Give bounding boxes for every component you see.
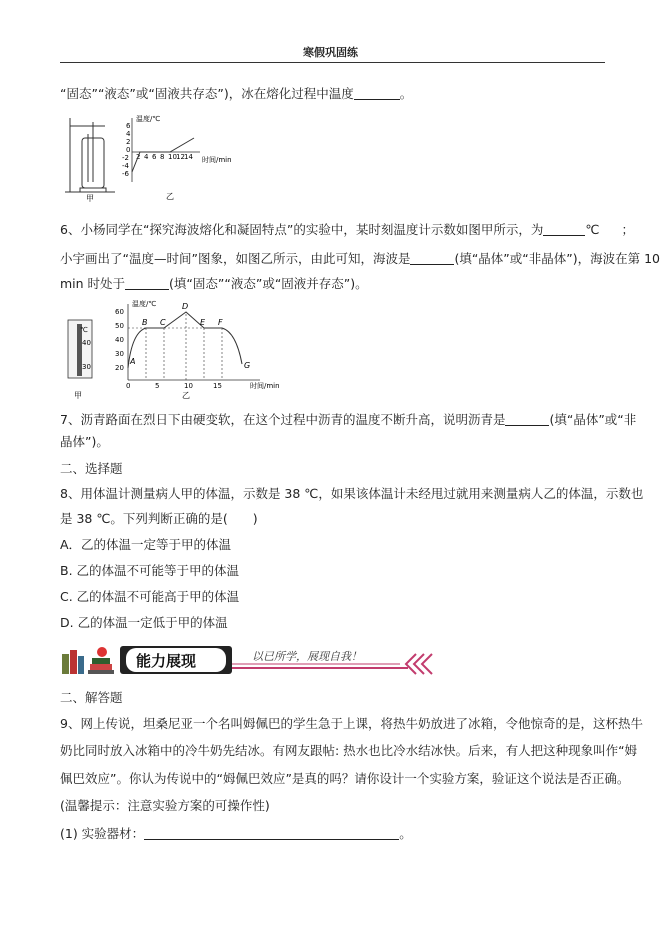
fig1-x-tick: 6 — [152, 153, 157, 161]
thermometer-icon — [68, 320, 92, 378]
q9-line4: (温馨提示：注意实验方案的可操作性) — [60, 798, 270, 813]
fig2-point-label: D — [182, 302, 189, 311]
arrow-left-icon — [406, 654, 432, 674]
q5-end: 。 — [399, 86, 413, 101]
q9-sub1-label: (1) 实验器材： — [60, 826, 145, 841]
fig1-y-tick: -2 — [122, 154, 129, 162]
q6-blank-state[interactable] — [125, 277, 169, 290]
fig2-graph — [115, 299, 280, 400]
banner-slogan: 以已所学，展现自我！ — [252, 650, 362, 663]
fig1-x-tick: 4 — [144, 153, 149, 161]
fig2-point-label: B — [142, 318, 148, 327]
q8-line1: 8、用体温计测量病人甲的体温，示数是 38 ℃，如果该体温计未经甩过就用来测量病人乙的体温，示数也 — [60, 486, 644, 501]
q6-text-2: 小宇画出了“温度—时间”图象，如图乙所示，由此可知，海波是 — [60, 251, 411, 266]
q7-line1 — [60, 412, 636, 428]
q5-line — [60, 86, 412, 102]
fig2-x-tick: 5 — [155, 382, 160, 390]
q6-line1 — [60, 222, 634, 238]
q7-line2: 晶体”)。 — [60, 434, 109, 449]
fig1-x-label: 时间/min — [202, 156, 232, 164]
fig2-caption-left: 甲 — [74, 391, 82, 400]
fig2-point-label: C — [160, 318, 166, 327]
fig2-y-tick: 20 — [115, 364, 124, 372]
q6-text-3: (填“晶体”或“非晶体”)，海波在第 10 — [454, 251, 660, 266]
q9-line3: 佩巴效应”。你认为传说中的“姆佩巴效应”是真的吗？请你设计一个实验方案，验证这个说法是否正确。 — [60, 771, 630, 786]
fig2-x-tick: 15 — [213, 382, 222, 390]
fig1-caption-left: 甲 — [86, 194, 94, 202]
fig1-caption-right: 乙 — [166, 192, 174, 201]
fig2-y-tick: 30 — [115, 350, 124, 358]
q6-blank-temp[interactable] — [543, 223, 585, 236]
q6-text-5: (填“固态”“液态”或“固液并存态”)。 — [169, 276, 368, 291]
fig1-x-tick: 2 — [136, 153, 141, 161]
fig1-y-tick: 4 — [126, 130, 131, 138]
apparatus-stand-icon — [65, 118, 115, 192]
thermo-tick-30: 30 — [82, 363, 91, 371]
q6-text-1: 6、小杨同学在“探究海波熔化和凝固特点”的实验中，某时刻温度计示数如图甲所示，为 — [60, 222, 544, 237]
q5-blank[interactable] — [354, 87, 400, 100]
q6-blank-crystal[interactable] — [410, 252, 454, 265]
q6-unit: ℃ — [585, 222, 600, 237]
q8-line2: 是 38 ℃。下列判断正确的是( ) — [60, 511, 258, 526]
fig1-x-tick: 12 — [176, 153, 185, 161]
thermo-unit: ℃ — [80, 326, 88, 334]
page-header: 寒假巩固练 — [303, 46, 358, 59]
header-rule — [60, 62, 605, 63]
fig1-y-tick: 0 — [126, 146, 131, 154]
fig1-y-label: 温度/℃ — [136, 115, 161, 123]
q6-line3 — [60, 276, 368, 292]
q6-semicolon: ； — [621, 222, 634, 237]
ability-banner — [60, 642, 440, 676]
section-choice-title: 二、选择题 — [60, 461, 123, 476]
q7-text-1: 7、沥青路面在烈日下由硬变软，在这个过程中沥青的温度不断升高，说明沥青是 — [60, 412, 506, 427]
q8-option-c[interactable]: C. 乙的体温不可能高于甲的体温 — [60, 589, 240, 604]
fig2-point-label: E — [200, 318, 206, 327]
fig2-point-label: A — [130, 357, 136, 366]
q9-sub1 — [60, 826, 412, 842]
fig2-point-label: F — [218, 318, 223, 327]
fig1-x-tick: 10 — [168, 153, 177, 161]
fig2-y-tick: 60 — [115, 308, 124, 316]
section-answer-title: 二、解答题 — [60, 690, 123, 705]
q8-option-d[interactable]: D. 乙的体温一定低于甲的体温 — [60, 615, 228, 630]
fig2-point-label: G — [244, 361, 251, 370]
q6-text-4: min 时处于 — [60, 276, 126, 291]
q8-option-b[interactable]: B. 乙的体温不可能等于甲的体温 — [60, 563, 240, 578]
q8-option-a[interactable]: A．乙的体温一定等于甲的体温 — [60, 537, 232, 552]
fig1-x-tick: 8 — [160, 153, 165, 161]
fig1-y-tick: -6 — [122, 170, 129, 178]
q9-line2: 奶比同时放入冰箱中的冷牛奶先结冰。有网友跟帖: 热水也比冷水结冰快。后来，有人把这种现象叫作“姆 — [60, 743, 638, 758]
fig2-x-tick: 10 — [184, 382, 193, 390]
fig1-y-tick: 6 — [126, 122, 131, 130]
q7-text-2: (填“晶体”或“非 — [549, 412, 637, 427]
q5-text: “固态”“液态”或“固液共存态”)，冰在熔化过程中温度 — [60, 86, 354, 101]
fig1-graph — [122, 114, 232, 201]
fig2-caption-right: 乙 — [182, 391, 190, 400]
fig2-x-label: 时间/min — [250, 382, 280, 390]
fig2-y-label: 温度/℃ — [132, 300, 157, 308]
q7-blank[interactable] — [505, 413, 549, 426]
fig2-y-tick: 40 — [115, 336, 124, 344]
figure-hypo-melting — [60, 298, 290, 402]
fig1-y-tick: -4 — [122, 162, 129, 170]
q9-line1: 9、网上传说，坦桑尼亚一个名叫姆佩巴的学生急于上课，将热牛奶放进了冰箱，令他惊奇的是，这杯热牛 — [60, 716, 643, 731]
thermo-tick-40: 40 — [82, 339, 91, 347]
q9-sub1-blank[interactable] — [144, 827, 399, 840]
q9-sub1-end: 。 — [399, 826, 412, 841]
fig1-y-tick: 2 — [126, 138, 131, 146]
figure-ice-melting — [60, 112, 260, 202]
books-icon — [62, 647, 114, 674]
fig2-y-tick: 50 — [115, 322, 124, 330]
fig1-x-tick: 14 — [184, 153, 193, 161]
fig2-x-tick: 0 — [126, 382, 131, 390]
q6-line2 — [60, 251, 660, 267]
banner-title: 能力展现 — [136, 652, 197, 670]
